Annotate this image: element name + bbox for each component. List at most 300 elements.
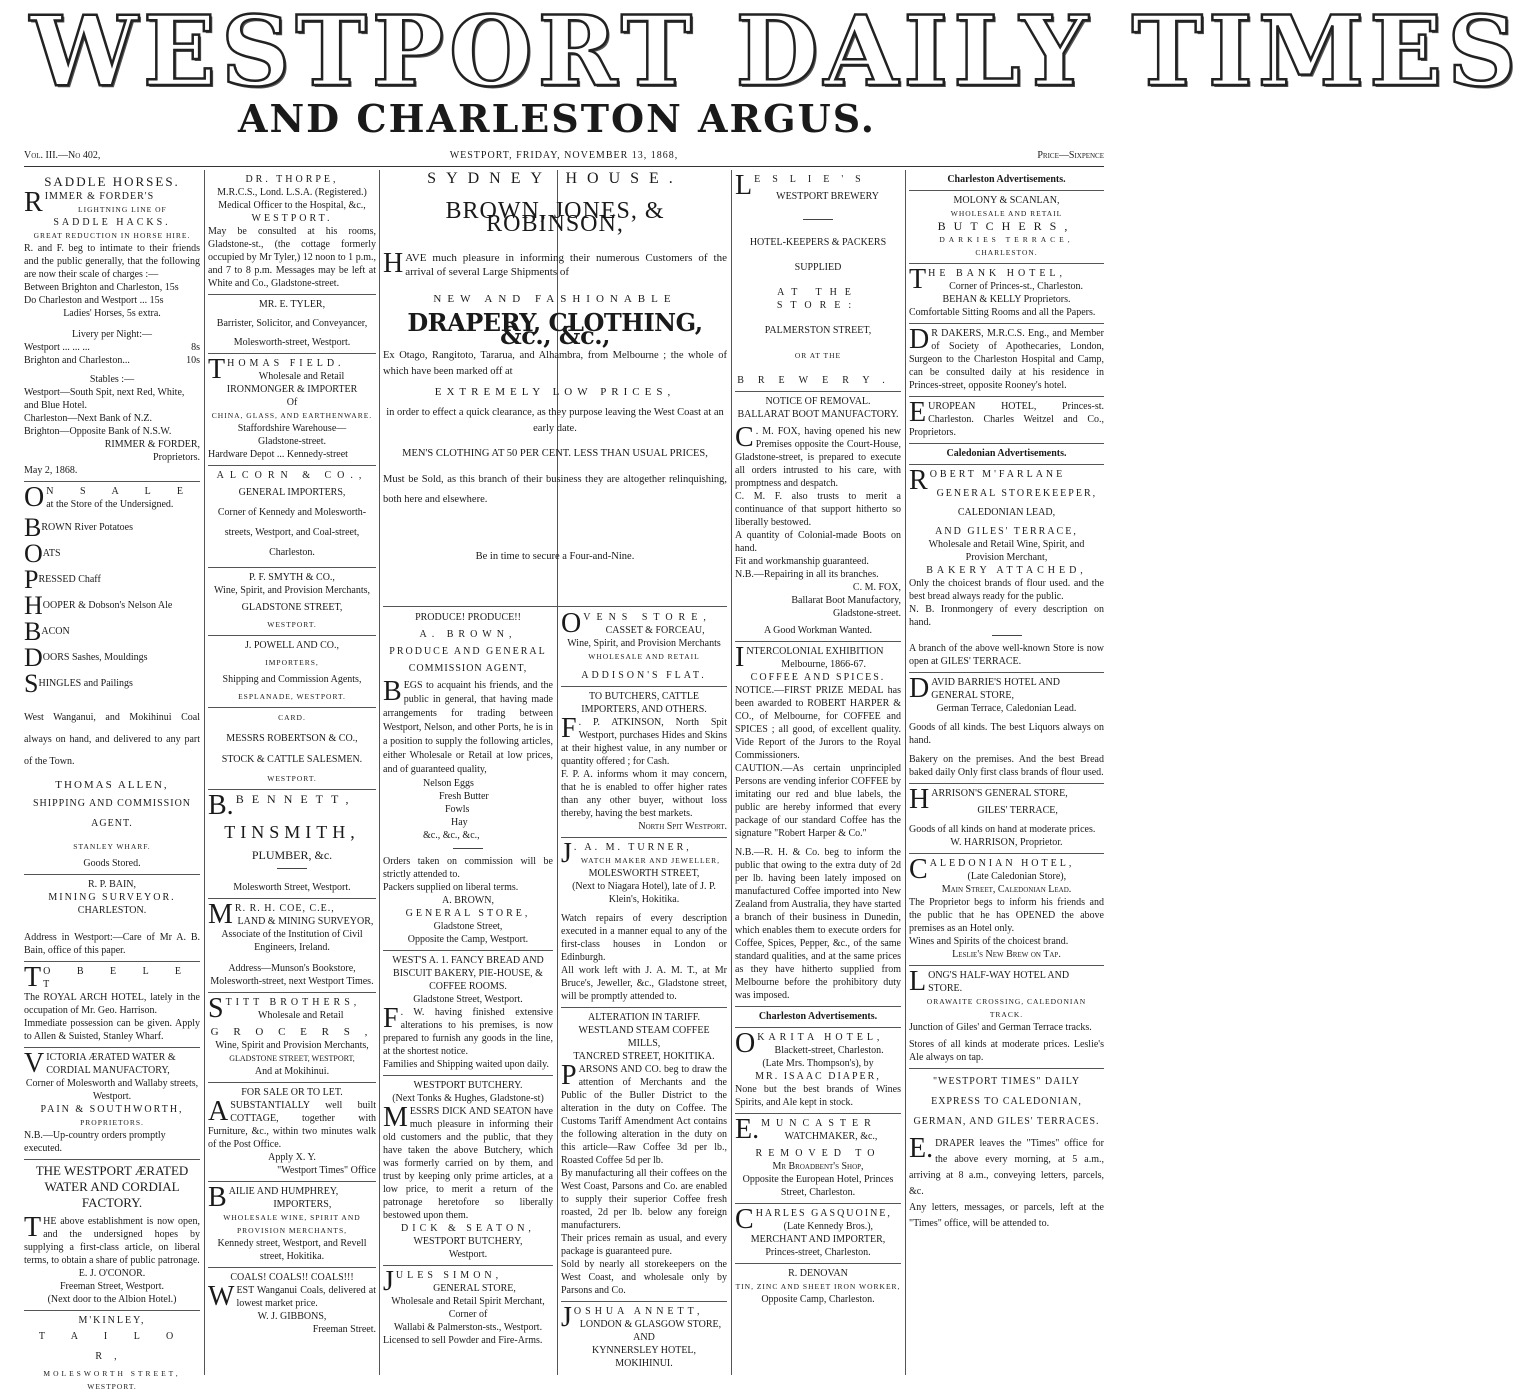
ad-heading: AILIE AND HUMPHREY,: [228, 1186, 339, 1197]
ad-body: Corner of Molesworth and Wallaby streets, Westport.: [25, 1078, 199, 1102]
drop-cap: O: [561, 608, 582, 639]
drop-cap: H: [24, 591, 43, 620]
drop-cap: M: [383, 1102, 408, 1133]
drop-cap: P: [24, 565, 39, 594]
divider: [277, 868, 307, 869]
robertson-ad: [208, 708, 376, 790]
ad-heading: TO BUTCHERS, CATTLE IMPORTERS, AND OTHERS.: [581, 691, 707, 715]
drop-cap: O: [735, 1028, 756, 1059]
mkinley-ad: [24, 1311, 200, 1397]
ad-text: Of: [286, 397, 298, 408]
ad-heading: NOTICE OF REMOVAL.: [765, 396, 871, 407]
ad-body: . M. FOX, having opened his new Premises opposite the Court-House, Gladstone-street, is prepared to execute all orders intrusted to his care, with promptness and despatch.: [735, 426, 901, 489]
ad-text: Freeman Street.: [312, 1324, 376, 1335]
ad-text: NEW AND FASHIONABLE: [433, 293, 677, 305]
ad-body: Stores of all kinds at moderate prices. Leslie's Ale always on tap.: [909, 1039, 1104, 1063]
ad-body: Address—Munson's Bookstore, Molesworth-street, next Westport Times.: [210, 963, 374, 987]
longs-hotel-ad: [909, 966, 1104, 1069]
ad-text: TANCRED STREET, HOKITIKA.: [573, 1051, 715, 1062]
wests-bakery-ad: [383, 951, 553, 1076]
divider: [803, 219, 833, 220]
ad-body: Only the choicest brands of flour used. and the best bread always ready for the public.: [909, 578, 1104, 602]
ad-heading: . A. M. TURNER,: [573, 842, 692, 853]
sale-item-label: ACON: [41, 626, 70, 637]
drop-cap: E: [909, 397, 927, 428]
ad-heading: N S A L E: [46, 486, 195, 497]
column-6: [909, 170, 1104, 1375]
ad-heading: ALCORN & CO.,: [216, 470, 368, 481]
ad-body: . W. having finished extensive alterations to his premises, is now prepared to furnish any goods in the line, at the shortest notice.: [383, 1007, 553, 1057]
ad-body: None but the best brands of Wines Spirits, and Ale kept in stock.: [735, 1084, 901, 1108]
ad-text: WESTPORT BUTCHERY,: [413, 1236, 523, 1247]
ad-text: Princes-street, Charleston.: [765, 1247, 871, 1258]
ad-body: F. P. A. informs whom it may concern, that he is enabled to offer higher rates than any other buyer, without loss thereby, having the best markets.: [561, 769, 727, 819]
jules-simon-ad: [383, 1266, 553, 1351]
ad-text: Be in time to secure a Four-and-Nine.: [475, 551, 635, 562]
ad-text: LIGHTNING LINE OF: [78, 205, 167, 214]
ad-text: CARD.: [278, 713, 306, 722]
ad-text: SADDLE HACKS.: [53, 217, 171, 228]
ad-text: WESTPORT.: [87, 1382, 137, 1391]
ad-firm: BROWN, JONES, & ROBINSON,: [445, 198, 665, 237]
ad-date: May 2, 1868.: [24, 465, 78, 476]
ad-text: Mr Broadbent's Shop,: [772, 1161, 864, 1172]
ad-body: Bakery on the premises. And the best Bread baked daily Only first class brands of flour used.: [909, 754, 1104, 778]
ad-body: Sold by nearly all storekeepers on the West Coast, and wholesale only by Parsons and Co.: [561, 1259, 727, 1296]
drop-cap: O: [24, 482, 45, 513]
caledonian-hotel-ad: [909, 854, 1104, 966]
ad-text: GENERAL STORE,: [405, 908, 531, 919]
ad-heading: FOR SALE OR TO LET.: [241, 1087, 343, 1098]
ad-text: KYNNERSLEY HOTEL,: [591, 1345, 697, 1356]
ad-text: Molesworth Street, Westport.: [233, 882, 351, 893]
ad-body: Packers supplied on liberal terms.: [383, 882, 519, 893]
ad-firm: A. BROWN,: [419, 629, 517, 640]
ad-text: CHARLESTON.: [975, 248, 1038, 257]
ad-text: MR. ISAAC DIAPER,: [755, 1071, 881, 1082]
ad-body: N.B.—R. H. & Co. beg to inform the public that owing to the extra duty of 2d per lb. having been lately imposed on manufactured Coffee imported into New Zealand from Australia, they have started a branch of their business in Dunedin, which enables them to execute orders for Coffee, Spices, Pepper, &c., of the same standard qualities, and at the same prices as they have hitherto supplied from Melbourne before the prohibitory duty was imposed.: [735, 847, 901, 1001]
ad-text: MOKIHINUI.: [615, 1358, 673, 1369]
drop-cap: T: [24, 1212, 42, 1243]
sale-item: [24, 515, 200, 541]
ad-body: Ex Otago, Rangitoto, Tararua, and Alhambra, from Melbourne ; the whole of which have been marked off at: [383, 350, 727, 377]
ad-heading: THOMAS ALLEN,: [55, 779, 169, 791]
ad-text: Gladstone Street,: [433, 921, 503, 932]
ad-text: COFFEE AND SPICES.: [750, 672, 886, 683]
ad-text: German Terrace, Caledonian Lead.: [936, 703, 1077, 714]
ad-text: TINSMITH,: [224, 822, 360, 842]
ad-body: N.B.—Repairing in all its branches.: [735, 569, 879, 580]
baillie-ad: [208, 1182, 376, 1268]
drop-cap: O: [24, 539, 43, 568]
ad-text: WHOLESALE WINE, SPIRIT AND PROVISION MERCHANTS,: [223, 1213, 361, 1235]
ad-body: West Wanganui, and Mokihinui Coal always on hand, and delivered to any part of the Town.: [24, 712, 200, 767]
ad-text: (Next to Niagara Hotel), late of J. P. Klein's, Hokitika.: [572, 881, 716, 905]
bank-hotel-ad: [909, 264, 1104, 324]
ad-text: Wholesale and Retail: [258, 1010, 344, 1021]
harper-coffee-ad: [735, 642, 901, 1007]
ad-text: Molesworth-street, Westport.: [233, 337, 351, 348]
drop-cap: D: [909, 324, 930, 355]
ad-text: Leslie's New Brew on Tap.: [952, 949, 1061, 960]
ad-heading: MUNCASTER: [761, 1118, 877, 1129]
ad-text: GENERAL STORE,: [433, 1283, 516, 1294]
ad-text: Kennedy street, Westport, and Revell street, Hokitika.: [217, 1238, 367, 1262]
ad-body: Immediate possession can be given. Apply to Allen & Suisted, Stanley Wharf.: [24, 1018, 200, 1042]
ad-text: WHOLESALE AND RETAIL: [950, 209, 1063, 218]
ovens-store-ad: [561, 608, 727, 687]
ad-heading: COALS! COALS!! COALS!!!: [230, 1272, 354, 1283]
drop-cap: F: [561, 713, 577, 744]
sale-item-label: HINGLES and Pailings: [38, 678, 133, 689]
column-rule: [905, 170, 906, 1375]
advertisement-page: [24, 170, 1104, 1391]
ad-body: ESSRS DICK AND SEATON have much pleasure in informing their old customers and the public, that they have taken the above Butchery, which was formerly carried on by them, and trust by keeping only prime articles, at a low price, to merit a return of the patronage heretofore so liberally bestowed upon them.: [383, 1106, 553, 1221]
drop-cap: V: [24, 1048, 45, 1079]
drop-cap: J: [383, 1266, 394, 1297]
ad-text: Wholesale and Retail: [258, 371, 345, 382]
ad-body: . P. ATKINSON, North Spit Westport, purchases Hides and Skins at their highest value, in any number or quantity offered ; for Cash.: [561, 717, 727, 767]
ad-text: Westport.: [448, 1249, 488, 1260]
ad-heading: KARITA HOTEL,: [757, 1032, 884, 1043]
for-sale-ad: [208, 1083, 376, 1182]
ad-heading: ONG'S HALF-WAY HOTEL AND STORE.: [928, 970, 1070, 994]
drop-cap: E.: [909, 1133, 934, 1164]
ad-text: Melbourne, 1866-67.: [781, 659, 867, 670]
gasquoine-ad: [735, 1204, 901, 1264]
ad-text: AND GILES' TERRACE,: [935, 526, 1078, 537]
ad-text: WATCH MAKER AND JEWELLER,: [580, 856, 721, 865]
ad-text: Main Street, Caledonian Lead.: [941, 884, 1072, 895]
atkinson-hides-ad: [561, 687, 727, 838]
ad-text: OR AT THE: [794, 351, 842, 360]
drop-cap: T: [909, 264, 927, 295]
ad-text: Livery per Night:—: [72, 329, 152, 340]
ad-text: WATCHMAKER, &c.,: [784, 1131, 878, 1142]
ad-text: STOCK & CATTLE SALESMEN.: [221, 754, 363, 765]
ad-text: CASSET & FORCEAU,: [605, 625, 705, 636]
ad-text: ESPLANADE, WESTPORT.: [238, 692, 346, 701]
ad-text: WESTLAND STEAM COFFEE MILLS,: [578, 1025, 710, 1049]
produce-item-list: [383, 777, 553, 842]
drop-cap: W: [208, 1281, 235, 1312]
drop-cap: B: [383, 676, 402, 707]
ad-text: STANLEY WHARF.: [73, 842, 151, 851]
ad-body: Corner of Kennedy and Molesworth-streets, Westport, and Coal-street, Charleston.: [217, 507, 367, 558]
ad-text: Associate of the Institution of Civil Engineers, Ireland.: [221, 929, 363, 953]
sale-item-label: RESSED Chaff: [38, 574, 101, 585]
ad-firm: PAIN & SOUTHWORTH,: [40, 1104, 184, 1115]
ad-text: Between Brighton and Charleston, 15s: [24, 282, 179, 293]
sale-item: [24, 619, 200, 645]
sale-item-label: ROWN River Potatoes: [41, 522, 133, 533]
ad-heading: OBERT M'FARLANE: [929, 469, 1066, 480]
column-rule: [379, 170, 380, 1375]
mfarlane-ad: [909, 465, 1104, 673]
ad-text: N.B.—Up-country orders promptly executed.: [24, 1130, 166, 1154]
ad-body: The Proprietor begs to inform his friends and the public that he has OPENED the above premises as an Hotel only.: [909, 897, 1104, 934]
ad-text: COMMISSION AGENT,: [408, 663, 528, 674]
ad-text: SHIPPING AND COMMISSION: [32, 798, 192, 809]
ad-text: (Late Kennedy Bros.),: [783, 1221, 874, 1232]
ad-heading: J. POWELL AND CO.,: [244, 640, 340, 651]
ad-text: GLADSTONE STREET, WESTPORT,: [229, 1054, 355, 1063]
saddle-horses-ad: [24, 170, 200, 482]
muncaster-ad: [735, 1114, 901, 1204]
ad-text: Hardware Depot ... Kennedy-street: [208, 449, 348, 460]
ad-text: And at Mokihinui.: [254, 1066, 330, 1077]
ad-signature: W. J. GIBBONS,: [257, 1311, 327, 1322]
powell-ad: [208, 636, 376, 708]
ad-text: A Good Workman Wanted.: [763, 625, 872, 636]
ad-text: Stables :—: [89, 374, 135, 385]
sale-item: [24, 541, 200, 567]
price: Price—Sixpence: [1037, 150, 1104, 161]
ad-body: SUBSTANTIALLY well built COTTAGE, together with Furniture, &c., within two minutes walk of the Post Office.: [208, 1100, 376, 1150]
column-4: [561, 608, 727, 1375]
drop-cap: R: [24, 187, 43, 218]
ad-text: WESTPORT BREWERY: [776, 191, 879, 202]
ad-text: IMPORTERS,: [265, 658, 319, 667]
ad-body: CAUTION.—As certain unprincipled Persons are vending inferior COFFEE by imitating our red and blue labels, the public are hereby informed that every package of our standard Coffee has the signature "Robert Harper & Co.": [735, 763, 901, 839]
ad-text: PALMERSTON STREET,: [764, 325, 872, 336]
ad-body: Goods of all kinds on hand at moderate prices.: [909, 824, 1096, 835]
caledonian-ads: [909, 444, 1104, 465]
ad-text: PROPRIETORS.: [80, 1118, 144, 1127]
drop-cap: B: [24, 513, 42, 542]
drop-cap: T: [208, 354, 226, 385]
ballarat-boot-ad: [735, 392, 901, 642]
ad-heading: ICTORIA ÆRATED WATER & CORDIAL MANUFACTORY,: [46, 1052, 176, 1076]
ad-text: Gladstone-street.: [832, 608, 901, 619]
ad-text: LONDON & GLASGOW STORE,: [579, 1319, 722, 1330]
ad-text: Goods Stored.: [83, 858, 141, 869]
ad-text: GILES' TERRACE,: [977, 805, 1058, 816]
ad-text: Corner of Princes-st., Charleston.: [949, 281, 1083, 292]
produce-item: Fowls: [445, 804, 470, 815]
volume-number: Vol. III.—No 402,: [24, 150, 101, 161]
okarita-hotel-ad: [735, 1028, 901, 1114]
ad-body: A branch of the above well-known Store is now open at GILES' TERRACE.: [909, 643, 1104, 667]
ad-text: SUPPLIED: [794, 262, 842, 273]
ad-body: HE above establishment is now open, and the undersigned hopes by supplying a first-class article, on liberal terms, to obtain a share of public patronage.: [24, 1216, 200, 1266]
drop-cap: C: [735, 422, 754, 453]
ad-heading: ARRISON'S GENERAL STORE,: [931, 788, 1068, 799]
ad-body: DRAPER leaves the "Times" office for the above every morning, at 5 a.m., arriving at 8 a.m., conveying letters, parcels, &c.: [909, 1138, 1104, 1197]
divider: [453, 848, 483, 849]
tyler-ad: [208, 295, 376, 354]
westport-butchery-ad: [383, 1076, 553, 1266]
ad-text: GLADSTONE STREET,: [241, 602, 343, 613]
ad-heading: NTERCOLONIAL EXHIBITION: [746, 646, 884, 657]
ad-text: M.R.C.S., Lond. L.S.A. (Registered.): [217, 187, 367, 198]
leslie-brewery-ad: [735, 170, 901, 392]
drop-cap: B.: [208, 790, 234, 821]
ad-signature: W. HARRISON, Proprietor.: [950, 837, 1063, 848]
ad-text: MINING SURVEYOR.: [48, 892, 176, 903]
ad-text: WHOLESALE AND RETAIL: [588, 652, 700, 661]
ad-text: Gladstone Street, Westport.: [413, 994, 523, 1005]
ad-text: BAKERY ATTACHED,: [926, 565, 1087, 576]
ad-heading: WESTPORT BUTCHERY.: [413, 1080, 523, 1091]
ad-heading: SYDNEY HOUSE.: [427, 170, 683, 187]
ad-firm: IMMER & FORDER'S: [44, 191, 155, 202]
drop-cap: D: [24, 643, 43, 672]
daily-express-ad: [909, 1069, 1104, 1236]
sale-item-list: [24, 515, 200, 697]
masthead: [0, 0, 1522, 148]
ad-text: IMPORTERS,: [273, 1199, 332, 1210]
ad-text: 10s: [186, 355, 200, 366]
ad-text: Medical Officer to the Hospital, &c.,: [218, 200, 366, 211]
denovan-ad: [735, 1264, 901, 1310]
ad-body: NOTICE.—FIRST PRIZE MEDAL has been awarded to ROBERT HARPER & CO., of Melbourne, for COFFEE and SPICES ; all good, of excellent quality. Vide Report of the Jurors to the Royal Commissioners.: [735, 685, 901, 761]
ad-heading: HE BANK HOTEL,: [928, 268, 1067, 279]
dateline: [24, 150, 1104, 167]
ad-text: BUTCHERS,: [937, 219, 1076, 233]
drop-cap: M: [208, 899, 233, 930]
ad-text: Opposite the European Hotel, Princes Street, Charleston.: [742, 1174, 894, 1198]
ad-heading: ALEDONIAN HOTEL,: [929, 858, 1075, 869]
to-be-let-ad: [24, 962, 200, 1048]
ad-text: CHINA, GLASS, AND EARTHENWARE.: [211, 411, 373, 420]
victoria-aerated-ad: [24, 1048, 200, 1160]
ad-heading: THE WESTPORT ÆRATED WATER AND CORDIAL FACTORY.: [35, 1163, 189, 1210]
ad-text: GENERAL STOREKEEPER,: [936, 488, 1098, 499]
drop-cap: J: [561, 1302, 572, 1333]
ad-text: Charleston—Next Bank of N.Z.: [24, 413, 153, 424]
column-rule: [204, 170, 205, 1375]
ad-text: Shipping and Commission Agents,: [222, 674, 362, 685]
ad-text: IRONMONGER & IMPORTER: [226, 384, 358, 395]
ad-text: CALEDONIAN LEAD,: [957, 507, 1056, 518]
ad-heading: R. P. BAIN,: [87, 879, 137, 890]
drop-cap: R: [909, 465, 928, 496]
divider: [992, 635, 1022, 636]
ad-text: WESTPORT.: [251, 213, 333, 224]
drop-cap: E.: [735, 1114, 760, 1145]
drop-cap: S: [24, 669, 39, 698]
ad-body: Orders taken on commission will be strictly attended to.: [383, 856, 553, 880]
drop-cap: B: [24, 617, 42, 646]
drop-cap: D: [909, 673, 930, 704]
sale-item-label: OOPER & Dobson's Nelson Ale: [42, 600, 173, 611]
sale-item-label: ATS: [42, 548, 61, 559]
drop-cap: P: [561, 1060, 577, 1091]
ad-headline: DRAPERY, CLOTHING, &c., &c.,: [407, 308, 703, 350]
ad-signature: A. BROWN,: [442, 895, 494, 906]
ad-text: G R O C E R S ,: [210, 1026, 374, 1038]
ad-body: in order to effect a quick clearance, as they purpose leaving the West Coast at an early date.: [386, 407, 724, 434]
turner-ad: [561, 838, 727, 1008]
ad-text: Westport—South Spit, next Red, White, and Blue Hotel.: [24, 387, 185, 411]
ad-text: Wine, Spirit and Provision Merchants,: [215, 1040, 369, 1051]
ad-heading: R. DENOVAN: [788, 1268, 848, 1279]
ad-text: BEHAN & KELLY Proprietors.: [942, 294, 1071, 305]
on-sale-ad: [24, 482, 200, 875]
ad-heading: ULES SIMON,: [395, 1270, 503, 1281]
ad-heading: TITT BROTHERS,: [225, 997, 361, 1008]
ad-body: N. B. Ironmongery of every description on hand.: [909, 604, 1104, 628]
ad-text: WESTPORT.: [267, 620, 317, 629]
european-hotel-ad: [909, 397, 1104, 444]
column-2: [208, 170, 376, 1375]
ad-heading: R. R. H. COE, C.E.,: [234, 903, 335, 914]
sale-item: [24, 645, 200, 671]
ad-text: Gladstone-street.: [257, 436, 327, 447]
drop-cap: H: [909, 784, 930, 815]
ad-heading: "WESTPORT TIMES" DAILY EXPRESS TO CALEDONIAN, GERMAN, AND GILES' TERRACES.: [913, 1076, 1100, 1127]
ad-body: Wines and Spirits of the choicest brand.: [909, 936, 1069, 947]
ad-heading: SADDLE HORSES.: [44, 174, 180, 189]
ad-text: Wine, Spirit, and Provision Merchants,: [214, 585, 370, 596]
ad-text: HOTEL-KEEPERS & PACKERS: [749, 237, 887, 248]
ad-text: PRODUCE AND GENERAL: [389, 646, 547, 657]
ad-text: (Late Caledonian Store),: [967, 871, 1067, 882]
ad-heading: HARLES GASQUOINE,: [755, 1208, 892, 1219]
smyth-ad: [208, 568, 376, 636]
ad-text: MEN'S CLOTHING AT 50 PER CENT. LESS THAN USUAL PRICES,: [402, 448, 708, 459]
ad-text: ORAWAITE CROSSING, CALEDONIAN TRACK.: [926, 997, 1087, 1019]
bennett-ad: [208, 790, 376, 899]
coals-ad: [208, 1268, 376, 1340]
sale-item: [24, 567, 200, 593]
ad-text: CHARLESTON.: [77, 905, 147, 916]
ad-signature: RIMMER & FORDER,: [104, 439, 200, 450]
sale-item: [24, 671, 200, 697]
molony-ad: [909, 191, 1104, 264]
ad-heading: M'KINLEY,: [78, 1315, 146, 1326]
section-heading: Charleston Advertisements.: [947, 174, 1066, 185]
ad-text: Do Charleston and Westport ... 15s: [24, 295, 164, 306]
ad-body: EST Wanganui Coals, delivered at lowest market price.: [236, 1285, 376, 1309]
masthead-subtitle: AND CHARLESTON ARGUS.: [237, 96, 877, 141]
annett-ad: [561, 1302, 727, 1374]
bain-ad: [24, 875, 200, 962]
ad-text: Wholesale and Retail Wine, Spirit, and Provision Merchant,: [928, 539, 1085, 563]
ad-heading: VENS STORE,: [583, 612, 712, 623]
brown-produce-ad: [383, 608, 553, 951]
ad-signature: Proprietors.: [153, 452, 200, 463]
thorpe-ad: [208, 170, 376, 295]
ad-text: Wine, Spirit, and Provision Merchants: [567, 638, 721, 649]
ad-text: AT THE STORE:: [776, 287, 860, 311]
drop-cap: T: [24, 962, 42, 993]
ad-body: Must be Sold, as this branch of their business they are altogether relinquishing, both here and elsewhere.: [383, 474, 727, 505]
ad-text: AGENT.: [91, 818, 133, 829]
ad-text: MOLESWORTH STREET,: [43, 1369, 181, 1378]
ad-text: Opposite the Camp, Westport.: [407, 934, 529, 945]
ad-heading: DR. THORPE,: [245, 174, 339, 185]
ad-body: By manufacturing all their coffees on the West Coast, Parsons and Co. are enabled to supply their superior Coffee fresh roasted, 2d per lb. below any foreign manufacturers.: [561, 1168, 727, 1231]
ad-text: Staffordshire Warehouse—: [237, 423, 347, 434]
ad-text: Apply X. Y.: [268, 1152, 316, 1163]
dakers-ad: [909, 324, 1104, 397]
ad-body: A quantity of Colonial-made Boots on hand.: [735, 530, 901, 554]
charleston-ads-5: [735, 1007, 901, 1028]
produce-item: Fresh Butter: [439, 791, 489, 802]
ad-body: R DAKERS, M.R.C.S. Eng., and Member of Society of Apothecaries, London, Surgeon to the Charleston Hospital and Camp, can be consulted daily at his residence in Princes-street, opposite Rooney's hotel.: [909, 328, 1104, 391]
drop-cap: B: [208, 1182, 227, 1213]
column-1: [24, 170, 200, 1391]
ad-heading: BENNETT,: [235, 792, 357, 806]
column-3: [383, 608, 553, 1375]
ad-heading: WEST'S A. 1. FANCY BREAD AND BISCUIT BAKERY, PIE-HOUSE, & COFFEE ROOMS.: [392, 955, 544, 992]
ad-text: 8s: [191, 342, 200, 353]
produce-item: Hay: [451, 817, 468, 828]
ad-body: UROPEAN HOTEL, Princes-st. Charleston. Charles Weitzel and Co., Proprietors.: [909, 401, 1104, 438]
section-heading: Charleston Advertisements.: [758, 1011, 878, 1022]
